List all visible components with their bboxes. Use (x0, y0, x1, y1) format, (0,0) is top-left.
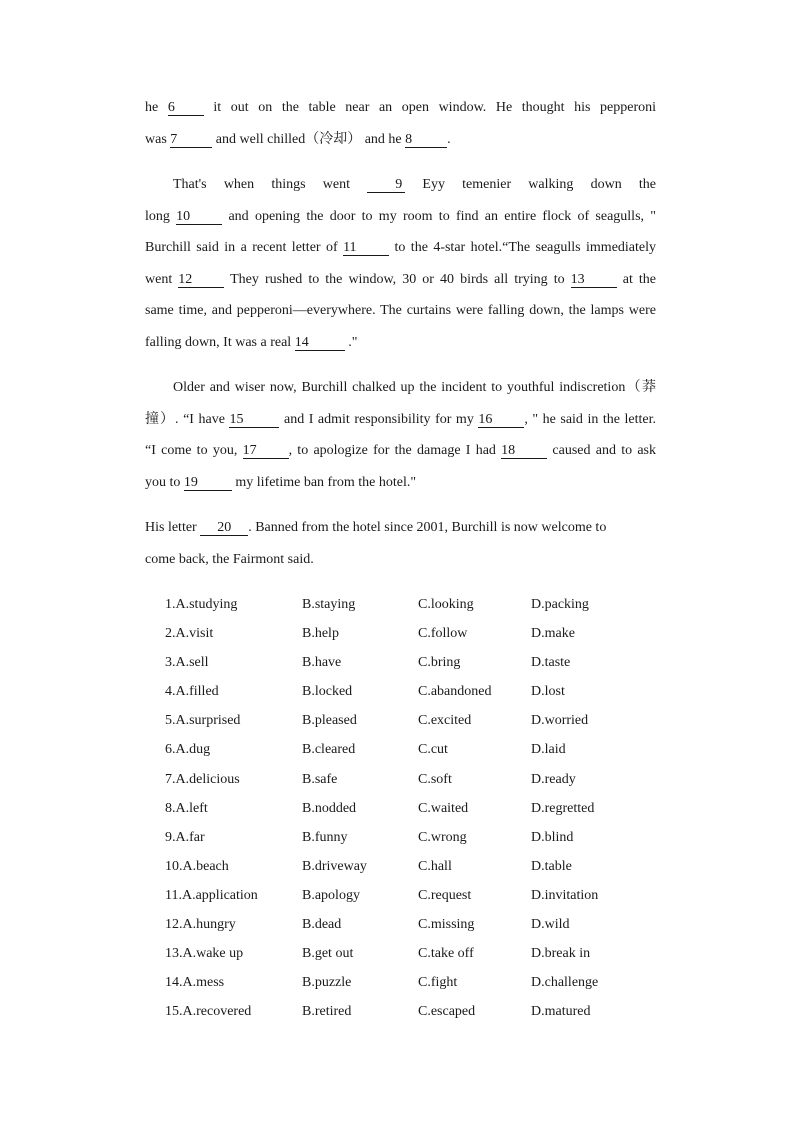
option-c: C.request (418, 887, 472, 903)
option-number-a: 14.A.mess (165, 975, 225, 991)
text-line: That's when things went 9 Eyy temenier walking down the (173, 177, 657, 192)
option-d: D.invitation (531, 887, 599, 903)
option-c: C.hall (418, 858, 452, 874)
option-b: B.help (302, 626, 339, 642)
option-number-a: 1.A.studying (165, 597, 238, 612)
option-c: C.waited (418, 800, 469, 816)
answer-blank: 13 (571, 272, 617, 288)
option-b: B.driveway (302, 858, 367, 874)
option-number-a: 2.A.visit (165, 626, 214, 642)
option-c: C.take off (418, 946, 474, 962)
option-c: C.excited (418, 713, 472, 729)
paragraph-3 (145, 372, 656, 498)
answer-blank: 20 (200, 520, 248, 536)
option-b: B.locked (302, 684, 353, 700)
text-line: went 12 They rushed to the window, 30 or 40 birds all trying to 13 at the (145, 271, 657, 287)
option-b: B.safe (302, 771, 338, 787)
paragraph-2 (145, 169, 656, 358)
option-d: D.make (531, 626, 575, 642)
option-number-a: 15.A.recovered (165, 1004, 252, 1020)
option-c: C.follow (418, 626, 468, 642)
answer-blank: 14 (295, 335, 345, 351)
option-d: D.challenge (531, 975, 599, 991)
text-line: “I come to you, 17 , to apologize for the damage I had 18 caused and to ask (145, 443, 657, 458)
option-d: D.lost (531, 684, 565, 700)
option-c: C.fight (418, 975, 458, 991)
answer-blank: 15 (229, 412, 279, 428)
option-b: B.have (302, 655, 342, 671)
option-d: D.taste (531, 655, 571, 671)
option-b: B.staying (302, 597, 356, 612)
paragraph-4 (145, 512, 656, 575)
option-d: D.matured (531, 1004, 591, 1020)
option-number-a: 7.A.delicious (165, 771, 240, 787)
option-c: C.bring (418, 655, 461, 671)
option-number-a: 5.A.surprised (165, 713, 241, 729)
answer-blank: 19 (184, 475, 232, 491)
option-d: D.laid (531, 742, 566, 758)
option-number-a: 11.A.application (165, 887, 258, 903)
option-d: D.break in (531, 946, 591, 962)
answer-blank: 9 (367, 177, 405, 193)
option-b: B.apology (302, 887, 360, 903)
option-number-a: 4.A.filled (165, 684, 219, 700)
text-line: Burchill said in a recent letter of 11 to the 4-star hotel.“The seagulls immediately (145, 240, 657, 255)
option-b: B.funny (302, 829, 348, 845)
text-line: long 10 and opening the door to my room to find an entire flock of seagulls, " (145, 208, 657, 224)
option-number-a: 3.A.sell (165, 655, 209, 671)
option-b: B.retired (302, 1004, 352, 1020)
option-c: C.cut (418, 742, 448, 758)
text-line: he 6 it out on the table near an open window. He thought his pepperoni (145, 100, 657, 115)
text-line: Older and wiser now, Burchill chalked up the incident to youthful indiscretion（莽 (173, 380, 656, 395)
option-number-a: 9.A.far (165, 829, 205, 845)
option-b: B.get out (302, 946, 354, 962)
option-b: B.dead (302, 917, 342, 933)
option-b: B.cleared (302, 742, 356, 758)
paragraph-1 (145, 92, 656, 155)
text-line: 撞）. “I have 15 and I admit responsibility for my 16 , " he said in the letter. (145, 411, 656, 427)
text-line: same time, and pepperoni—everywhere. The curtains were falling down, the lamps were (145, 303, 656, 318)
option-d: D.worried (531, 713, 589, 729)
answer-blank: 11 (343, 240, 389, 256)
answer-blank: 16 (478, 412, 524, 428)
text-line: you to 19 my lifetime ban from the hotel." (145, 474, 417, 490)
option-d: D.ready (531, 771, 576, 787)
option-c: C.escaped (418, 1004, 476, 1020)
option-number-a: 12.A.hungry (165, 917, 236, 933)
answer-blank: 10 (176, 209, 222, 225)
answer-blank: 8 (405, 132, 447, 148)
option-d: D.packing (531, 597, 589, 612)
option-c: C.looking (418, 597, 474, 612)
option-c: C.wrong (418, 829, 467, 845)
text-line: falling down, It was a real 14 ." (145, 334, 358, 350)
answer-blank: 12 (178, 272, 224, 288)
option-c: C.soft (418, 771, 452, 787)
option-b: B.pleased (302, 713, 357, 729)
option-c: C.abandoned (418, 684, 492, 700)
answer-blank: 17 (243, 443, 289, 459)
option-b: B.puzzle (302, 975, 352, 991)
answer-blank: 6 (168, 100, 204, 116)
text-line: was 7 and well chilled（冷却） and he 8 . (145, 131, 451, 147)
answer-blank: 18 (501, 443, 547, 459)
text-line: His letter 20 . Banned from the hotel since 2001, Burchill is now welcome to (145, 520, 607, 535)
option-number-a: 10.A.beach (165, 858, 229, 874)
option-d: D.wild (531, 917, 570, 933)
option-d: D.blind (531, 829, 574, 845)
option-b: B.nodded (302, 800, 357, 816)
answer-blank: 7 (170, 132, 212, 148)
option-number-a: 13.A.wake up (165, 946, 244, 962)
option-c: C.missing (418, 917, 475, 933)
text-line: come back, the Fairmont said. (145, 551, 314, 567)
option-d: D.table (531, 858, 572, 874)
option-d: D.regretted (531, 800, 595, 816)
option-number-a: 8.A.left (165, 800, 208, 816)
option-number-a: 6.A.dug (165, 742, 211, 758)
